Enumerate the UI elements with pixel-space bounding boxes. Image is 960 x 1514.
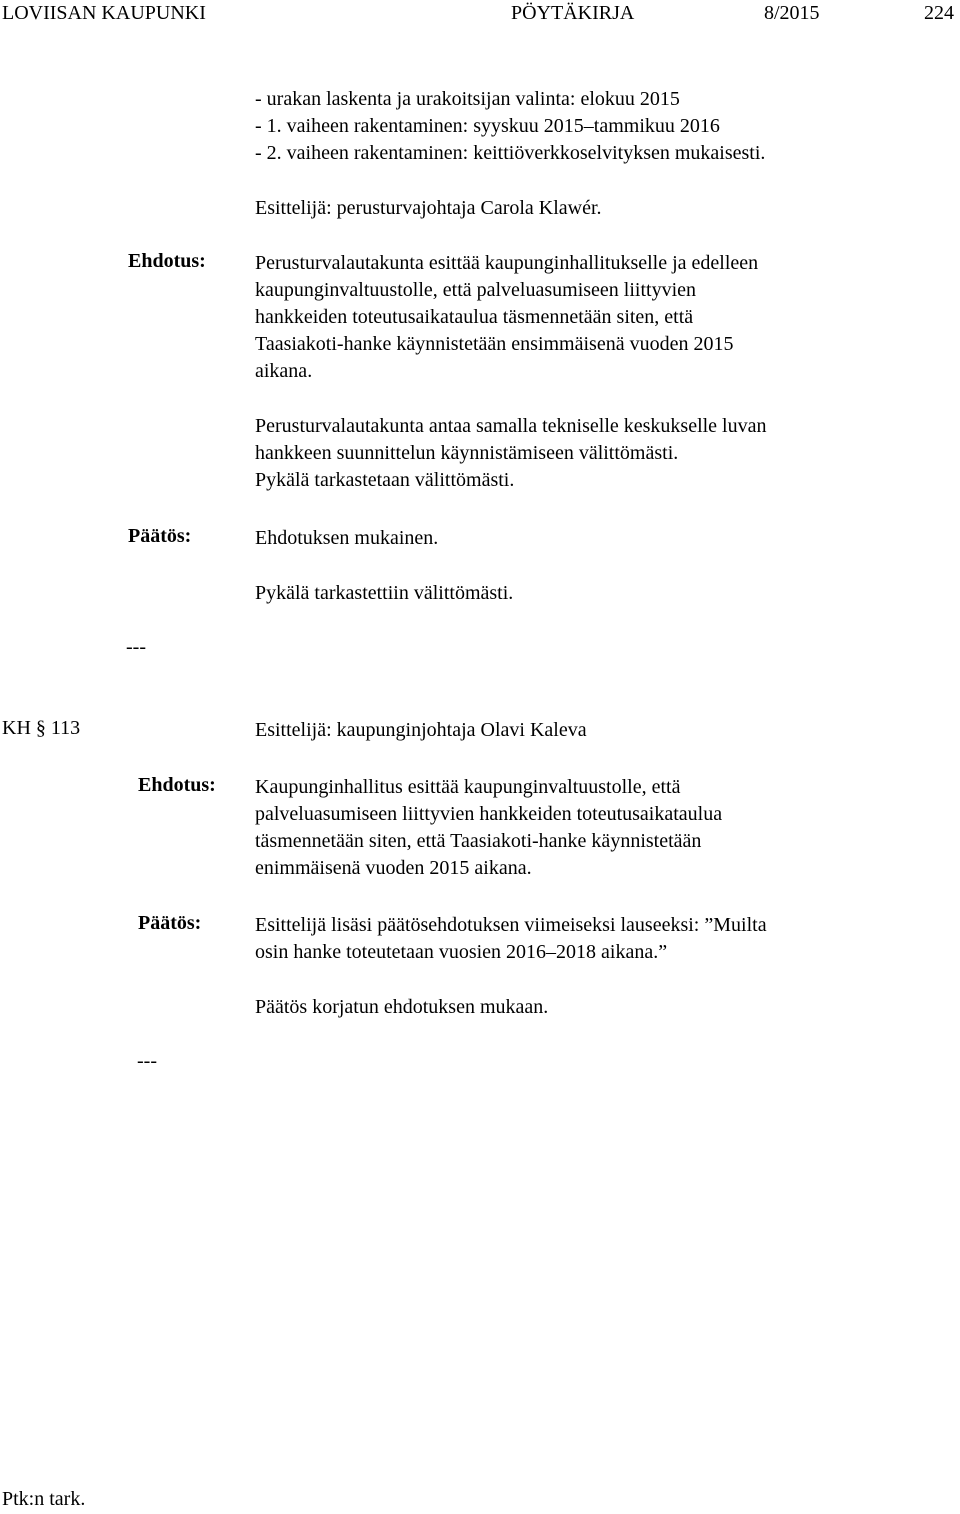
decision-text-line: Esittelijä lisäsi päätösehdotuksen viimeiseksi lauseeksi: ”Muilta xyxy=(255,914,767,936)
presenter-line: Esittelijä: perusturvajohtaja Carola Klawér. xyxy=(255,197,602,219)
proposal-text-line: kaupunginvaltuustolle, että palveluasumiseen liittyvien xyxy=(255,279,697,301)
section-separator: --- xyxy=(137,1050,157,1072)
presenter-line: Esittelijä: kaupunginjohtaja Olavi Kaleva xyxy=(255,719,587,741)
schedule-item: - urakan laskenta ja urakoitsijan valinta: elokuu 2015 xyxy=(255,88,680,110)
decision-text-line: osin hanke toteutetaan vuosien 2016–2018 aikana.” xyxy=(255,941,668,963)
header-doc-type: PÖYTÄKIRJA xyxy=(511,2,635,24)
proposal2-text-line: hankkeen suunnittelun käynnistämiseen välittömästi. xyxy=(255,442,679,464)
proposal-label: Ehdotus: xyxy=(138,774,216,796)
decision-label: Päätös: xyxy=(138,912,202,934)
header-page-number: 224 xyxy=(924,2,954,24)
section-separator: --- xyxy=(126,636,146,658)
section-id: KH § 113 xyxy=(2,717,81,739)
proposal-text-line: palveluasumiseen liittyvien hankkeiden toteutusaikataulua xyxy=(255,803,723,825)
schedule-item: - 1. vaiheen rakentaminen: syyskuu 2015–tammikuu 2016 xyxy=(255,115,720,137)
proposal-text-line: Kaupunginhallitus esittää kaupunginvaltuustolle, että xyxy=(255,776,681,798)
proposal-text-line: Taasiakoti-hanke käynnistetään ensimmäisenä vuoden 2015 xyxy=(255,333,734,355)
decision-text: Ehdotuksen mukainen. xyxy=(255,527,439,549)
header-issue: 8/2015 xyxy=(764,2,820,24)
header-org: LOVIISAN KAUPUNKI xyxy=(2,2,206,24)
footer-verification: Ptk:n tark. xyxy=(2,1488,86,1510)
proposal-text-line: täsmennetään siten, että Taasiakoti-hanke käynnistetään xyxy=(255,830,702,852)
decision-label: Päätös: xyxy=(128,525,192,547)
proposal-text-line: enimmäisenä vuoden 2015 aikana. xyxy=(255,857,532,879)
schedule-item: - 2. vaiheen rakentaminen: keittiöverkkoselvityksen mukaisesti. xyxy=(255,142,766,164)
proposal2-text-line: Perusturvalautakunta antaa samalla tekniselle keskukselle luvan xyxy=(255,415,767,437)
proposal2-text-line: Pykälä tarkastetaan välittömästi. xyxy=(255,469,515,491)
proposal-text-line: Perusturvalautakunta esittää kaupunginhallitukselle ja edelleen xyxy=(255,252,759,274)
decision-final-text: Päätös korjatun ehdotuksen mukaan. xyxy=(255,996,549,1018)
proposal-text-line: aikana. xyxy=(255,360,313,382)
proposal-text-line: hankkeiden toteutusaikataulua täsmennetään siten, että xyxy=(255,306,694,328)
decision-text: Pykälä tarkastettiin välittömästi. xyxy=(255,582,514,604)
proposal-label: Ehdotus: xyxy=(128,250,206,272)
